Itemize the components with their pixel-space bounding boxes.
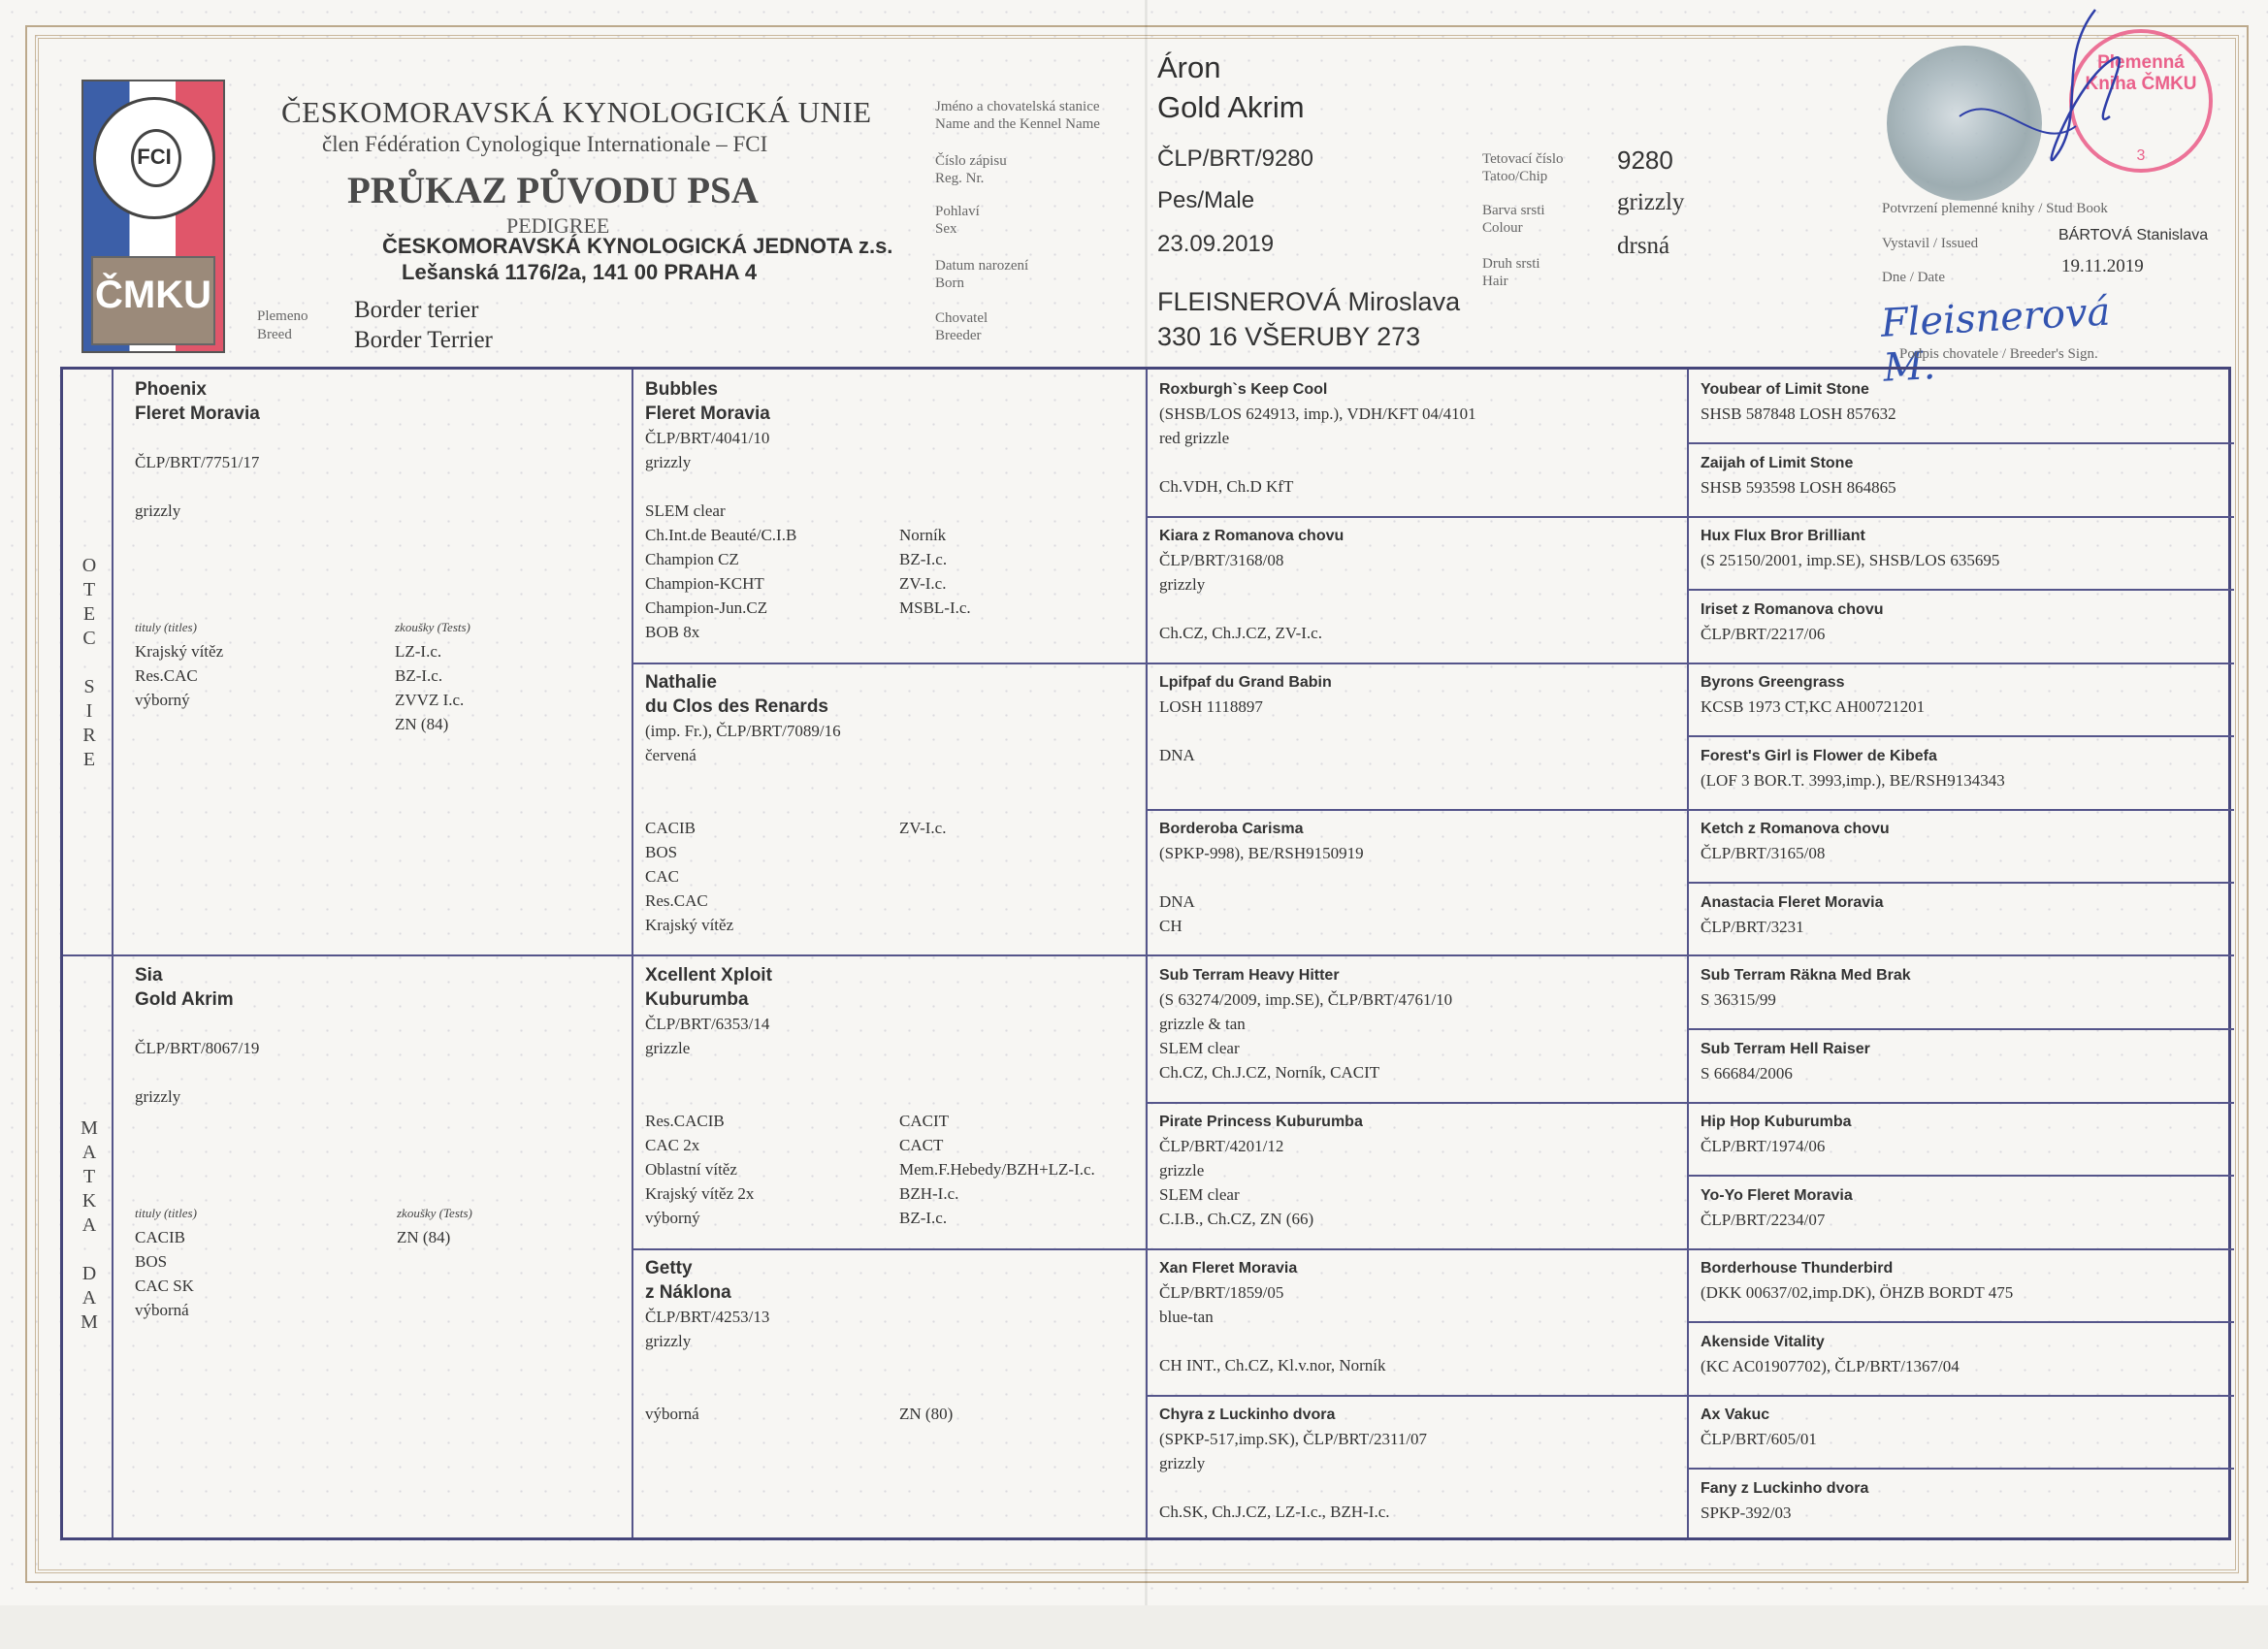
sex-label: Pohlaví Sex bbox=[935, 204, 980, 237]
tattoo-label: Tetovací číslo Tatoo/Chip bbox=[1482, 151, 1564, 184]
gen4-name: Borderhouse Thunderbird bbox=[1701, 1260, 1894, 1277]
sire-cell bbox=[135, 377, 620, 733]
sire-name: Phoenix bbox=[135, 379, 207, 400]
grandparent-kennel: du Clos des Renards bbox=[645, 696, 828, 717]
great-grandparent-info: ČLP/BRT/4201/12 bbox=[1159, 1137, 1284, 1155]
great-grandparent-info: (SHSB/LOS 624913, imp.), VDH/KFT 04/4101 bbox=[1159, 404, 1476, 423]
grandparent-info: SLEM clear bbox=[645, 501, 726, 520]
grandparent-tests bbox=[899, 1402, 953, 1426]
gen4-cell bbox=[1701, 890, 2224, 939]
grandparent-titles bbox=[645, 1109, 754, 1230]
great-grandparent-name: Sub Terram Heavy Hitter bbox=[1159, 967, 1340, 984]
grandparent-info: grizzle bbox=[645, 1039, 691, 1057]
dam-colour: grizzly bbox=[135, 1087, 181, 1106]
dog-sex: Pes/Male bbox=[1157, 187, 1255, 213]
great-grandparent-name: Chyra z Luckinho dvora bbox=[1159, 1406, 1336, 1423]
dam-side-letter: A bbox=[81, 1142, 97, 1163]
gen4-name: Iriset z Romanova chovu bbox=[1701, 601, 1884, 618]
union-name: ČESKOMORAVSKÁ KYNOLOGICKÁ UNIE bbox=[281, 95, 872, 129]
sire-side-letter: O bbox=[81, 555, 97, 576]
great-grandparent-info: ČLP/BRT/1859/05 bbox=[1159, 1283, 1284, 1302]
gen4-cell bbox=[1701, 1330, 2224, 1378]
grandparent-test: ZN (80) bbox=[899, 1405, 954, 1423]
grandparent-title: výborná bbox=[645, 1405, 699, 1423]
grandparent-title: Res.CACIB bbox=[645, 1112, 725, 1130]
sire-titles bbox=[135, 639, 620, 712]
great-grandparent-info bbox=[1159, 719, 1678, 743]
sire-reg: ČLP/BRT/7751/17 bbox=[135, 453, 260, 471]
grandparent-cell bbox=[645, 377, 1135, 659]
grandparent-info: ČLP/BRT/6353/14 bbox=[645, 1015, 770, 1033]
grandparent-titles bbox=[645, 523, 796, 644]
gen4-info: (LOF 3 BOR.T. 3993,imp.), BE/RSH9134343 bbox=[1701, 771, 2005, 790]
grandparent-test: CACIT bbox=[899, 1112, 949, 1130]
gen4-info: ČLP/BRT/605/01 bbox=[1701, 1430, 1817, 1448]
sire-title-item: výborný bbox=[135, 691, 190, 709]
sire-test-item: BZ-I.c. bbox=[395, 666, 443, 685]
dam-side-letter: D bbox=[81, 1263, 97, 1284]
grandparent-test: BZ-I.c. bbox=[899, 550, 948, 568]
sire-test-item: ZVVZ I.c. bbox=[395, 691, 465, 709]
hair-value: drsná bbox=[1617, 233, 1670, 259]
gen4-name: Yo-Yo Fleret Moravia bbox=[1701, 1187, 1853, 1204]
great-grandparent-cell bbox=[1159, 817, 1678, 938]
great-grandparent-info: SLEM clear bbox=[1159, 1185, 1240, 1204]
grandparent-title: Champion CZ bbox=[645, 550, 739, 568]
document-title: PRŮKAZ PŮVODU PSA bbox=[347, 170, 759, 211]
great-grandparent-info: Ch.VDH, Ch.D KfT bbox=[1159, 477, 1294, 496]
great-grandparent-info bbox=[1159, 597, 1678, 621]
breed-value: Border terier Border Terrier bbox=[354, 297, 493, 353]
great-grandparent-cell bbox=[1159, 1256, 1678, 1377]
gen4-cell bbox=[1701, 1476, 2224, 1525]
gen4-name: Ax Vakuc bbox=[1701, 1406, 1770, 1423]
grandparent-titles bbox=[645, 1402, 699, 1426]
great-grandparent-info bbox=[1159, 865, 1678, 889]
grandparent-info: červená bbox=[645, 746, 697, 764]
great-grandparent-info: (SPKP-998), BE/RSH9150919 bbox=[1159, 844, 1364, 862]
gen4-cell bbox=[1701, 670, 2224, 719]
fci-logo-text: FCI bbox=[137, 145, 172, 169]
great-grandparent-name: Lpifpaf du Grand Babin bbox=[1159, 674, 1332, 691]
great-grandparent-cell bbox=[1159, 377, 1678, 499]
great-grandparent-info: grizzle bbox=[1159, 1161, 1205, 1180]
dam-name: Sia bbox=[135, 965, 163, 986]
great-grandparent-cell bbox=[1159, 1110, 1678, 1231]
born-label: Datum narození Born bbox=[935, 258, 1029, 291]
gen4-info: SHSB 593598 LOSH 864865 bbox=[1701, 478, 1896, 497]
gen4-name: Anastacia Fleret Moravia bbox=[1701, 894, 1884, 911]
grandparent-test: Norník bbox=[899, 526, 947, 544]
sire-side-letter: S bbox=[83, 676, 95, 697]
grandparent-kennel: z Náklona bbox=[645, 1282, 731, 1303]
great-grandparent-info: CH INT., Ch.CZ, Kl.v.nor, Norník bbox=[1159, 1356, 1386, 1374]
sire-side-letter bbox=[75, 651, 104, 675]
grandparent-title: Ch.Int.de Beauté/C.I.B bbox=[645, 526, 797, 544]
grandparent-title: Krajský vítěz bbox=[645, 916, 734, 934]
dam-cell bbox=[135, 963, 620, 1319]
gen4-cell bbox=[1701, 1110, 2224, 1158]
sire-side-label bbox=[75, 554, 104, 772]
pedigree-table bbox=[60, 367, 2231, 1540]
grandparent-test: MSBL-I.c. bbox=[899, 598, 971, 617]
gen4-info: SPKP-392/03 bbox=[1701, 1504, 1792, 1522]
great-grandparent-info: grizzly bbox=[1159, 1454, 1206, 1472]
great-grandparent-info: ČLP/BRT/3168/08 bbox=[1159, 551, 1284, 569]
grandparent-cell bbox=[645, 1256, 1135, 1537]
grandparent-test: BZ-I.c. bbox=[899, 1209, 948, 1227]
date-label: Dne / Date bbox=[1882, 270, 1945, 285]
great-grandparent-info: CH bbox=[1159, 917, 1183, 935]
stud-book-stamp: Plemenná Kniha ČMKU 3 bbox=[2069, 29, 2213, 173]
dam-titles bbox=[135, 1225, 620, 1322]
gen4-cell bbox=[1701, 598, 2224, 646]
issued-label: Vystavil / Issued bbox=[1882, 236, 1979, 251]
gen4-name: Byrons Greengrass bbox=[1701, 674, 1845, 691]
gen4-name: Akenside Vitality bbox=[1701, 1334, 1825, 1350]
sire-title-item: Krajský vítěz bbox=[135, 642, 224, 661]
gen4-info: ČLP/BRT/2234/07 bbox=[1701, 1211, 1826, 1229]
studbook-label: Potvrzení plemenné knihy / Stud Book bbox=[1882, 201, 2108, 216]
sire-kennel: Fleret Moravia bbox=[135, 404, 260, 424]
great-grandparent-cell bbox=[1159, 963, 1678, 1084]
sire-side-letter: E bbox=[82, 749, 96, 770]
great-grandparent-name: Borderoba Carisma bbox=[1159, 821, 1304, 837]
grandparent-tests bbox=[899, 523, 971, 620]
gen4-info: ČLP/BRT/3165/08 bbox=[1701, 844, 1826, 862]
dam-side-letter: M bbox=[81, 1117, 98, 1139]
dam-titles-label: tituly (titles) bbox=[135, 1206, 197, 1220]
great-grandparent-name: Pirate Princess Kuburumba bbox=[1159, 1114, 1363, 1130]
grandparent-title: Champion-Jun.CZ bbox=[645, 598, 768, 617]
gen4-name: Fany z Luckinho dvora bbox=[1701, 1480, 1869, 1497]
dam-kennel: Gold Akrim bbox=[135, 989, 234, 1010]
reg-label: Číslo zápisu Reg. Nr. bbox=[935, 153, 1007, 186]
dam-tests bbox=[397, 1225, 472, 1249]
grandparent-name: Nathalie bbox=[645, 672, 717, 693]
grandparent-title: CAC bbox=[645, 867, 679, 886]
sire-side-letter: T bbox=[82, 579, 96, 600]
great-grandparent-cell bbox=[1159, 1403, 1678, 1524]
great-grandparent-cell bbox=[1159, 524, 1678, 645]
gen4-name: Sub Terram Räkna Med Brak bbox=[1701, 967, 1911, 984]
sire-titles-label: tituly (titles) bbox=[135, 620, 197, 634]
grandparent-test: BZH-I.c. bbox=[899, 1184, 959, 1203]
gen4-name: Youbear of Limit Stone bbox=[1701, 381, 1869, 398]
great-grandparent-info: (SPKP-517,imp.SK), ČLP/BRT/2311/07 bbox=[1159, 1430, 1428, 1448]
grandparent-title: Champion-KCHT bbox=[645, 574, 764, 593]
sire-side-letter: I bbox=[85, 700, 93, 722]
gen4-cell bbox=[1701, 451, 2224, 500]
gen4-name: Hux Flux Bror Brilliant bbox=[1701, 528, 1865, 544]
great-grandparent-info: Ch.SK, Ch.J.CZ, LZ-I.c., BZH-I.c. bbox=[1159, 1503, 1390, 1521]
grandparent-title: Res.CAC bbox=[645, 891, 708, 910]
grandparent-name: Xcellent Xploit bbox=[645, 965, 772, 986]
colour-value: grizzly bbox=[1617, 189, 1685, 215]
gen4-cell bbox=[1701, 744, 2224, 792]
breeder-sign-label: Podpis chovatele / Breeder's Sign. bbox=[1899, 346, 2098, 362]
gen4-cell bbox=[1701, 1403, 2224, 1451]
sire-side-letter: E bbox=[82, 603, 96, 625]
breeder-signature: Fleisnerová M. bbox=[1879, 289, 2112, 391]
dam-side-letter: T bbox=[82, 1166, 96, 1187]
dam-test-item: ZN (84) bbox=[397, 1228, 451, 1246]
great-grandparent-info: DNA bbox=[1159, 892, 1195, 911]
gen4-info: ČLP/BRT/2217/06 bbox=[1701, 625, 1826, 643]
grandparent-test: Mem.F.Hebedy/BZH+LZ-I.c. bbox=[899, 1160, 1095, 1179]
dam-title-item: CACIB bbox=[135, 1228, 185, 1246]
colour-label: Barva srsti Colour bbox=[1482, 203, 1545, 236]
great-grandparent-info: (S 63274/2009, imp.SE), ČLP/BRT/4761/10 bbox=[1159, 990, 1453, 1009]
sire-title-item: Res.CAC bbox=[135, 666, 198, 685]
gen4-info: SHSB 587848 LOSH 857632 bbox=[1701, 404, 1896, 423]
breeder-name: FLEISNEROVÁ Miroslava bbox=[1157, 287, 1461, 316]
gen4-cell bbox=[1701, 524, 2224, 572]
sire-side-letter: R bbox=[82, 725, 96, 746]
dam-title-item: výborná bbox=[135, 1301, 189, 1319]
dam-tests-label: zkoušky (Tests) bbox=[397, 1206, 472, 1220]
great-grandparent-info: LOSH 1118897 bbox=[1159, 697, 1263, 716]
breeder-address: 330 16 VŠERUBY 273 bbox=[1157, 322, 1421, 351]
great-grandparent-name: Xan Fleret Moravia bbox=[1159, 1260, 1298, 1277]
sire-tests bbox=[395, 639, 470, 736]
sire-test-item: LZ-I.c. bbox=[395, 642, 442, 661]
grandparent-titles bbox=[645, 816, 733, 937]
sire-tests-label: zkoušky (Tests) bbox=[395, 620, 470, 634]
breed-label: Plemeno Breed bbox=[257, 308, 308, 342]
grandparent-title: CAC 2x bbox=[645, 1136, 700, 1154]
great-grandparent-info bbox=[1159, 1329, 1678, 1353]
dog-name: Áron bbox=[1157, 50, 1221, 84]
grandparent-tests bbox=[899, 1109, 1095, 1230]
grandparent-test: CACT bbox=[899, 1136, 944, 1154]
grandparent-test: ZV-I.c. bbox=[899, 574, 947, 593]
gen4-cell bbox=[1701, 1256, 2224, 1305]
hair-label: Druh srsti Hair bbox=[1482, 256, 1540, 289]
club-address: Lešanská 1176/2a, 141 00 PRAHA 4 bbox=[402, 260, 758, 284]
great-grandparent-info: C.I.B., Ch.CZ, ZN (66) bbox=[1159, 1210, 1314, 1228]
name-label: Jméno a chovatelská stanice Name and the Kennel Name bbox=[935, 99, 1100, 132]
gen4-info: S 66684/2006 bbox=[1701, 1064, 1793, 1083]
gen4-cell bbox=[1701, 1183, 2224, 1232]
great-grandparent-info bbox=[1159, 450, 1678, 474]
great-grandparent-info bbox=[1159, 1475, 1678, 1500]
dam-side-letter: A bbox=[81, 1214, 97, 1236]
breeder-label: Chovatel Breeder bbox=[935, 310, 988, 343]
gen4-name: Zaijah of Limit Stone bbox=[1701, 455, 1854, 471]
grandparent-title: Krajský vítěz 2x bbox=[645, 1184, 755, 1203]
issued-by: BÁRTOVÁ Stanislava bbox=[2058, 227, 2209, 243]
sire-test-item: ZN (84) bbox=[395, 715, 449, 733]
gen4-name: Forest's Girl is Flower de Kibefa bbox=[1701, 748, 1937, 764]
grandparent-kennel: Fleret Moravia bbox=[645, 404, 770, 424]
dam-reg: ČLP/BRT/8067/19 bbox=[135, 1039, 260, 1057]
dam-side-letter: K bbox=[81, 1190, 97, 1212]
grandparent-info bbox=[645, 474, 1135, 499]
document-subtitle: PEDIGREE bbox=[506, 213, 610, 238]
gen4-info: ČLP/BRT/1974/06 bbox=[1701, 1137, 1826, 1155]
great-grandparent-name: Kiara z Romanova chovu bbox=[1159, 528, 1345, 544]
great-grandparent-cell bbox=[1159, 670, 1678, 767]
great-grandparent-info: grizzle & tan bbox=[1159, 1015, 1246, 1033]
great-grandparent-name: Roxburgh`s Keep Cool bbox=[1159, 381, 1328, 398]
club-name: ČESKOMORAVSKÁ KYNOLOGICKÁ JEDNOTA z.s. bbox=[382, 234, 893, 258]
sire-colour: grizzly bbox=[135, 501, 181, 520]
grandparent-info: ČLP/BRT/4253/13 bbox=[645, 1308, 770, 1326]
great-grandparent-info: Ch.CZ, Ch.J.CZ, ZV-I.c. bbox=[1159, 624, 1322, 642]
gen4-info: ČLP/BRT/3231 bbox=[1701, 918, 1804, 936]
dam-side-letter bbox=[75, 1238, 104, 1262]
great-grandparent-info: Ch.CZ, Ch.J.CZ, Norník, CACIT bbox=[1159, 1063, 1380, 1082]
gen4-cell bbox=[1701, 817, 2224, 865]
great-grandparent-info: grizzly bbox=[1159, 575, 1206, 594]
dog-kennel: Gold Akrim bbox=[1157, 90, 1305, 124]
dam-side-label bbox=[75, 1116, 104, 1335]
gen4-name: Sub Terram Hell Raiser bbox=[1701, 1041, 1870, 1057]
grandparent-tests bbox=[899, 816, 946, 840]
dog-birth-date: 23.09.2019 bbox=[1157, 231, 1275, 257]
issue-date: 19.11.2019 bbox=[2061, 256, 2144, 276]
fci-membership: člen Fédération Cynologique Internationale – FCI bbox=[322, 132, 768, 156]
great-grandparent-info: SLEM clear bbox=[1159, 1039, 1240, 1057]
great-grandparent-info: blue-tan bbox=[1159, 1308, 1214, 1326]
grandparent-name: Getty bbox=[645, 1258, 693, 1278]
gen4-info: S 36315/99 bbox=[1701, 990, 1776, 1009]
gen4-cell bbox=[1701, 1037, 2224, 1085]
scan-margin bbox=[0, 1605, 2268, 1649]
grandparent-kennel: Kuburumba bbox=[645, 989, 749, 1010]
grandparent-info: grizzly bbox=[645, 1332, 692, 1350]
gen4-cell bbox=[1701, 377, 2224, 426]
gen4-info: (S 25150/2001, imp.SE), SHSB/LOS 635695 bbox=[1701, 551, 2000, 569]
dam-title-item: BOS bbox=[135, 1252, 168, 1271]
grandparent-cell bbox=[645, 670, 1135, 952]
grandparent-title: Oblastní vítěz bbox=[645, 1160, 737, 1179]
gen4-cell bbox=[1701, 963, 2224, 1012]
grandparent-info: ČLP/BRT/4041/10 bbox=[645, 429, 770, 447]
sire-side-letter: C bbox=[82, 628, 96, 649]
great-grandparent-info: red grizzle bbox=[1159, 429, 1230, 447]
grandparent-test: ZV-I.c. bbox=[899, 819, 947, 837]
dam-side-letter: M bbox=[81, 1311, 98, 1333]
tattoo-value: 9280 bbox=[1617, 146, 1673, 175]
gen4-info: KCSB 1973 CT,KC AH00721201 bbox=[1701, 697, 1926, 716]
great-grandparent-info: DNA bbox=[1159, 746, 1195, 764]
grandparent-info: (imp. Fr.), ČLP/BRT/7089/16 bbox=[645, 722, 841, 740]
grandparent-cell bbox=[645, 963, 1135, 1245]
gen4-name: Ketch z Romanova chovu bbox=[1701, 821, 1890, 837]
grandparent-title: výborný bbox=[645, 1209, 700, 1227]
gen4-name: Hip Hop Kuburumba bbox=[1701, 1114, 1852, 1130]
gen4-info: (KC AC01907702), ČLP/BRT/1367/04 bbox=[1701, 1357, 1960, 1375]
dam-side-letter: A bbox=[81, 1287, 97, 1309]
grandparent-name: Bubbles bbox=[645, 379, 718, 400]
grandparent-title: CACIB bbox=[645, 819, 696, 837]
gen4-info: (DKK 00637/02,imp.DK), ÖHZB BORDT 475 bbox=[1701, 1283, 2014, 1302]
grandparent-title: BOB 8x bbox=[645, 623, 700, 641]
grandparent-info: grizzly bbox=[645, 453, 692, 471]
cmku-logo-text: ČMKU bbox=[95, 274, 211, 316]
grandparent-title: BOS bbox=[645, 843, 678, 861]
dam-title-item: CAC SK bbox=[135, 1277, 194, 1295]
dog-reg-number: ČLP/BRT/9280 bbox=[1157, 146, 1313, 172]
